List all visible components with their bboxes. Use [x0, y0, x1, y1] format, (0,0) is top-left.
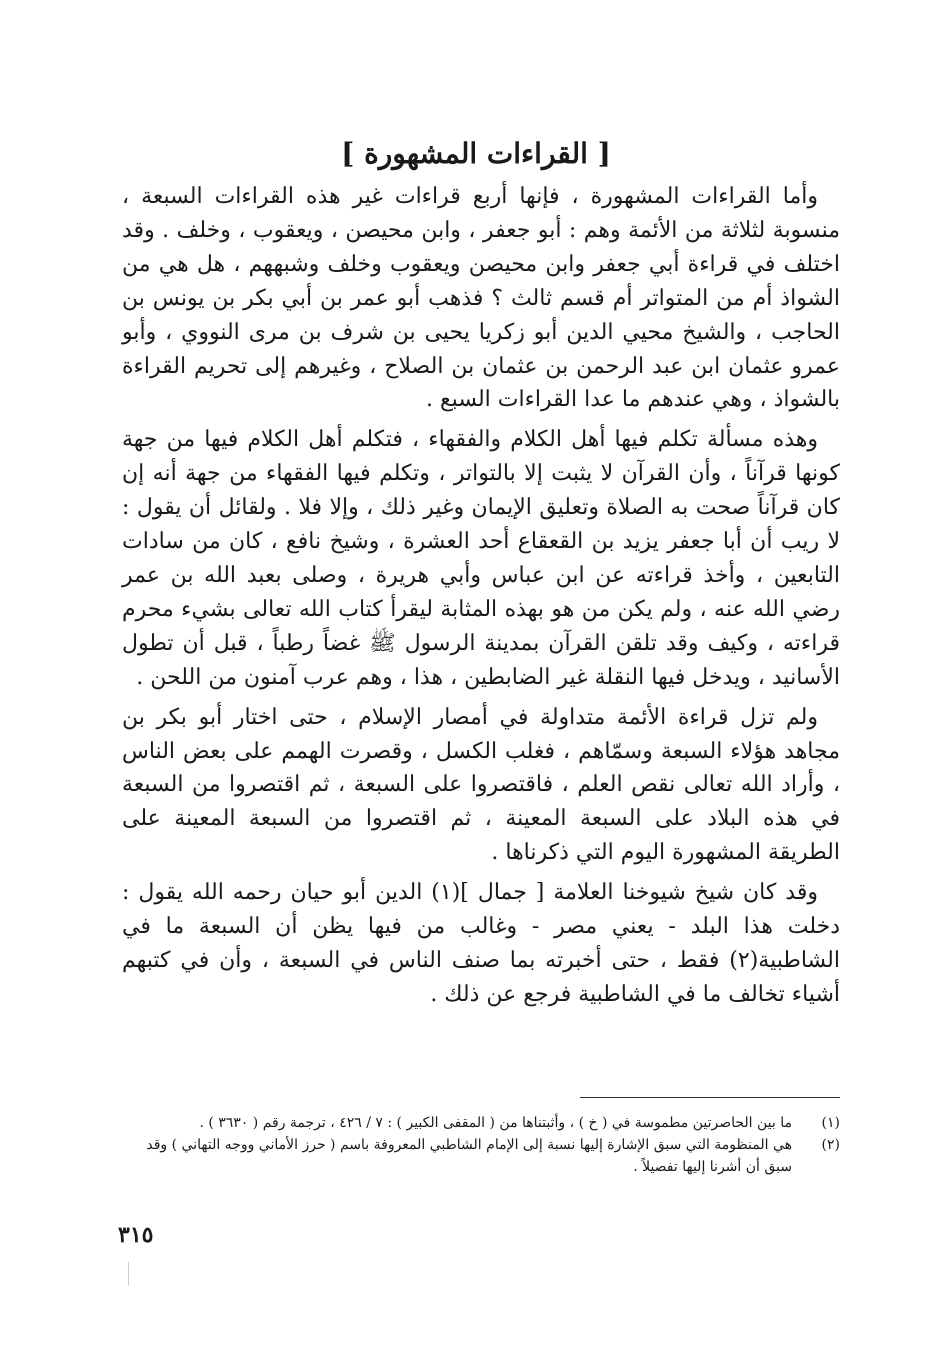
- section-heading: [ القراءات المشهورة ]: [341, 137, 611, 170]
- paragraph-1: وأما القراءات المشهورة ، فإنها أربع قراءات غير هذه القراءات السبعة ، منسوبة لثلاثة من الأئمة وهم : أبو جعفر ، وابن محيصن ، ويعقوب ، وخلف . وقد اختلف في قراءة أبي جعفر وابن محيصن ويعقوب وخلف وشبههم ، هل هي من الشواذ أم من المتواتر أم قسم ثالث ؟ فذهب أبو عمر بن أبي بكر بن يونس بن الحاجب ، والشيخ محيي الدين أبو زكريا يحيى بن شرف بن مرى النووي ، وأبو عمرو عثمان ابن عبد الرحمن بن عثمان بن الصلاح ، وغيرهم إلى تحريم القراءة بالشواذ ، وهي عندهم ما عدا القراءات السبع .: [122, 184, 840, 413]
- page-number: ٣١٥: [118, 1222, 154, 1248]
- margin-mark: [128, 1262, 129, 1286]
- footnote-number: (٢): [821, 1137, 840, 1153]
- body-text: [122, 180, 840, 1018]
- paragraph-2: وهذه مسألة تكلم فيها أهل الكلام والفقهاء ، فتكلم أهل الكلام فيها من جهة كونها قرآناً ، وأن القرآن لا يثبت إلا بالتواتر ، وتكلم فيها الفقهاء من جهة أنه إن كان قرآناً صحت به الصلاة وتعليق الإيمان وغير ذلك ، وإلا فلا . ولقائل أن يقول : لا ريب أن أبا جعفر يزيد بن القعقاع أحد العشرة ، وشيخ نافع ، كان من سادات التابعين ، وأخذ قراءته عن ابن عباس وأبي هريرة ، وصلى بعبد الله بن عمر رضي الله عنه ، ولم يكن من هو بهذه المثابة ليقرأ كتاب الله تعالى بشيء محرم قراءته ، وكيف وقد تلقن القرآن بمدينة الرسول ﷺ غضاً رطباً ، قبل أن تطول الأسانيد ، ويدخل فيها النقلة غير الضابطين ، هذا ، وهم عرب آمنون من اللحن .: [122, 427, 840, 690]
- footnote-1: [122, 1112, 840, 1134]
- paragraph-4: وقد كان شيخ شيوخنا العلامة [ جمال ](١) الدين أبو حيان رحمه الله يقول : دخلت هذا البلد - يعني مصر - وغالب من فيها يظن أن السبعة ما في الشاطبية(٢) فقط ، حتى أخبرته بما صنف الناس في السبعة ، وأن في كتبهم أشياء تخالف ما في الشاطبية فرجع عن ذلك .: [122, 880, 840, 1007]
- footnote-number: (١): [821, 1115, 840, 1131]
- footnote-2: [122, 1134, 840, 1178]
- footnotes: [122, 1112, 840, 1178]
- paragraph-3: ولم تزل قراءة الأئمة متداولة في أمصار الإسلام ، حتى اختار أبو بكر بن مجاهد هؤلاء السبعة وسمّاهم ، فغلب الكسل ، وقصرت الهمم على بعض الناس ، وأراد الله تعالى نقص العلم ، فاقتصروا على السبعة ، ثم اقتصروا من السبعة في هذه البلاد على السبعة المعينة ، ثم اقتصروا من السبعة المعينة على الطريقة المشهورة اليوم التي ذكرناها .: [122, 704, 840, 866]
- footnote-text: ما بين الحاصرتين مطموسة في ( خ ) ، وأثبتناها من ( المقفى الكبير ) : ٧ / ٤٢٦ ، ترجمة رقم ( ٣٦٣٠ ) .: [199, 1115, 792, 1131]
- footnote-divider: [580, 1097, 840, 1098]
- footnote-text: هي المنظومة التي سبق الإشارة إليها نسبة إلى الإمام الشاطبي المعروفة باسم ( حرز الأماني ووجه التهاني ) وقد سبق أن أشرنا إليها تفصيلاً .: [146, 1137, 792, 1175]
